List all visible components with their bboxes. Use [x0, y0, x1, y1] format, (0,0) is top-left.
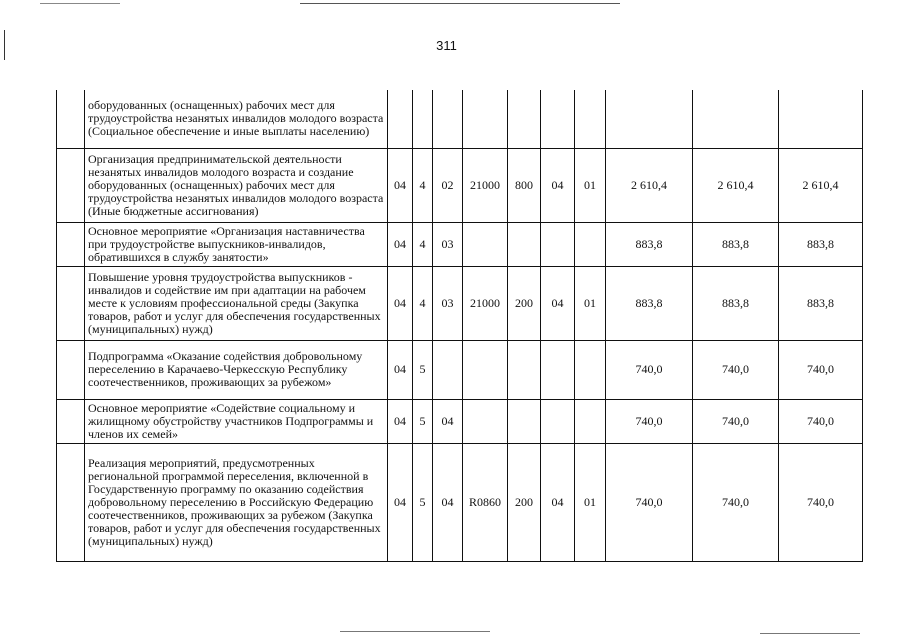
col-direction [463, 90, 508, 148]
col-event: 04 [433, 399, 463, 443]
col-event: 02 [433, 148, 463, 222]
row-margin-cell [57, 340, 85, 399]
col-expense-type [508, 399, 541, 443]
col-rz: 04 [541, 443, 575, 561]
col-event [433, 90, 463, 148]
col-subprogram: 4 [413, 222, 433, 266]
col-rz [541, 222, 575, 266]
value-year-1: 740,0 [606, 399, 693, 443]
budget-table [56, 90, 863, 562]
col-subprogram: 5 [413, 443, 433, 561]
col-section: 04 [388, 340, 413, 399]
col-event: 03 [433, 222, 463, 266]
row-margin-cell [57, 90, 85, 148]
value-year-1 [606, 90, 693, 148]
col-rz [541, 90, 575, 148]
row-name: Подпрограмма «Оказание содействия добровольному переселению в Карачаево-Черкесскую Республику соотечественников, проживающих за рубежом» [85, 340, 388, 399]
col-pr [575, 90, 606, 148]
value-year-3: 2 610,4 [779, 148, 863, 222]
value-year-3: 740,0 [779, 340, 863, 399]
col-event: 04 [433, 443, 463, 561]
col-event [433, 340, 463, 399]
table-row [57, 340, 863, 399]
col-expense-type: 800 [508, 148, 541, 222]
row-margin-cell [57, 399, 85, 443]
col-subprogram: 5 [413, 399, 433, 443]
value-year-2: 883,8 [693, 266, 779, 340]
col-direction: R0860 [463, 443, 508, 561]
col-section: 04 [388, 222, 413, 266]
value-year-3: 883,8 [779, 266, 863, 340]
scan-line-top [300, 3, 620, 4]
col-section: 04 [388, 399, 413, 443]
col-section [388, 90, 413, 148]
table-row [57, 148, 863, 222]
scan-line-top-left [40, 3, 120, 4]
col-direction: 21000 [463, 148, 508, 222]
value-year-1: 740,0 [606, 443, 693, 561]
table-row [57, 90, 863, 148]
col-subprogram: 4 [413, 266, 433, 340]
col-pr: 01 [575, 443, 606, 561]
row-margin-cell [57, 266, 85, 340]
value-year-3 [779, 90, 863, 148]
scan-line-bottom-right [760, 633, 860, 634]
page-number: 311 [436, 38, 457, 53]
value-year-2: 883,8 [693, 222, 779, 266]
col-pr [575, 340, 606, 399]
col-pr: 01 [575, 266, 606, 340]
row-name: Основное мероприятие «Организация наставничества при трудоустройстве выпускников-инвалидов, обратившихся в службу занятости» [85, 222, 388, 266]
scan-line-bottom [340, 631, 490, 632]
row-margin-cell [57, 443, 85, 561]
col-expense-type [508, 222, 541, 266]
col-event: 03 [433, 266, 463, 340]
row-name: Реализация мероприятий, предусмотренных региональной программой переселения, включенной в Государственную программу по оказанию содействия добровольному переселению в Российскую Федерацию соотечественников, проживающих за рубежом (Закупка товаров, работ и услуг для обеспечения государственных (муниципальных) нужд) [85, 443, 388, 561]
row-margin-cell [57, 148, 85, 222]
table-row [57, 222, 863, 266]
value-year-2: 740,0 [693, 443, 779, 561]
value-year-2: 740,0 [693, 340, 779, 399]
value-year-1: 883,8 [606, 266, 693, 340]
table-row [57, 266, 863, 340]
col-expense-type [508, 340, 541, 399]
row-margin-cell [57, 222, 85, 266]
row-name: оборудованных (оснащенных) рабочих мест для трудоустройства незанятых инвалидов молодого возраста (Социальное обеспечение и иные выплаты населению) [85, 90, 388, 148]
col-pr [575, 399, 606, 443]
col-section: 04 [388, 148, 413, 222]
col-direction [463, 399, 508, 443]
col-pr [575, 222, 606, 266]
col-section: 04 [388, 266, 413, 340]
col-subprogram [413, 90, 433, 148]
col-section: 04 [388, 443, 413, 561]
row-name: Организация предпринимательской деятельности незанятых инвалидов молодого возраста и создание оборудованных (оснащенных) рабочих мест для трудоустройства незанятых инвалидов молодого возраста (Иные бюджетные ассигнования) [85, 148, 388, 222]
col-rz [541, 340, 575, 399]
table-row [57, 443, 863, 561]
col-rz: 04 [541, 266, 575, 340]
table-row [57, 399, 863, 443]
col-direction: 21000 [463, 266, 508, 340]
value-year-1: 883,8 [606, 222, 693, 266]
value-year-3: 740,0 [779, 443, 863, 561]
value-year-3: 883,8 [779, 222, 863, 266]
col-expense-type: 200 [508, 266, 541, 340]
col-rz [541, 399, 575, 443]
col-pr: 01 [575, 148, 606, 222]
value-year-2: 740,0 [693, 399, 779, 443]
col-rz: 04 [541, 148, 575, 222]
value-year-2 [693, 90, 779, 148]
col-direction [463, 222, 508, 266]
col-expense-type [508, 90, 541, 148]
row-name: Повышение уровня трудоустройства выпускников - инвалидов и содействие им при адаптации на рабочем месте к условиям профессиональной среды (Закупка товаров, работ и услуг для обеспечения государственных (муниципальных) нужд) [85, 266, 388, 340]
value-year-1: 740,0 [606, 340, 693, 399]
value-year-2: 2 610,4 [693, 148, 779, 222]
col-expense-type: 200 [508, 443, 541, 561]
col-direction [463, 340, 508, 399]
col-subprogram: 5 [413, 340, 433, 399]
col-subprogram: 4 [413, 148, 433, 222]
value-year-3: 740,0 [779, 399, 863, 443]
row-name: Основное мероприятие «Содействие социальному и жилищному обустройству участников Подпрограммы и членов их семей» [85, 399, 388, 443]
value-year-1: 2 610,4 [606, 148, 693, 222]
